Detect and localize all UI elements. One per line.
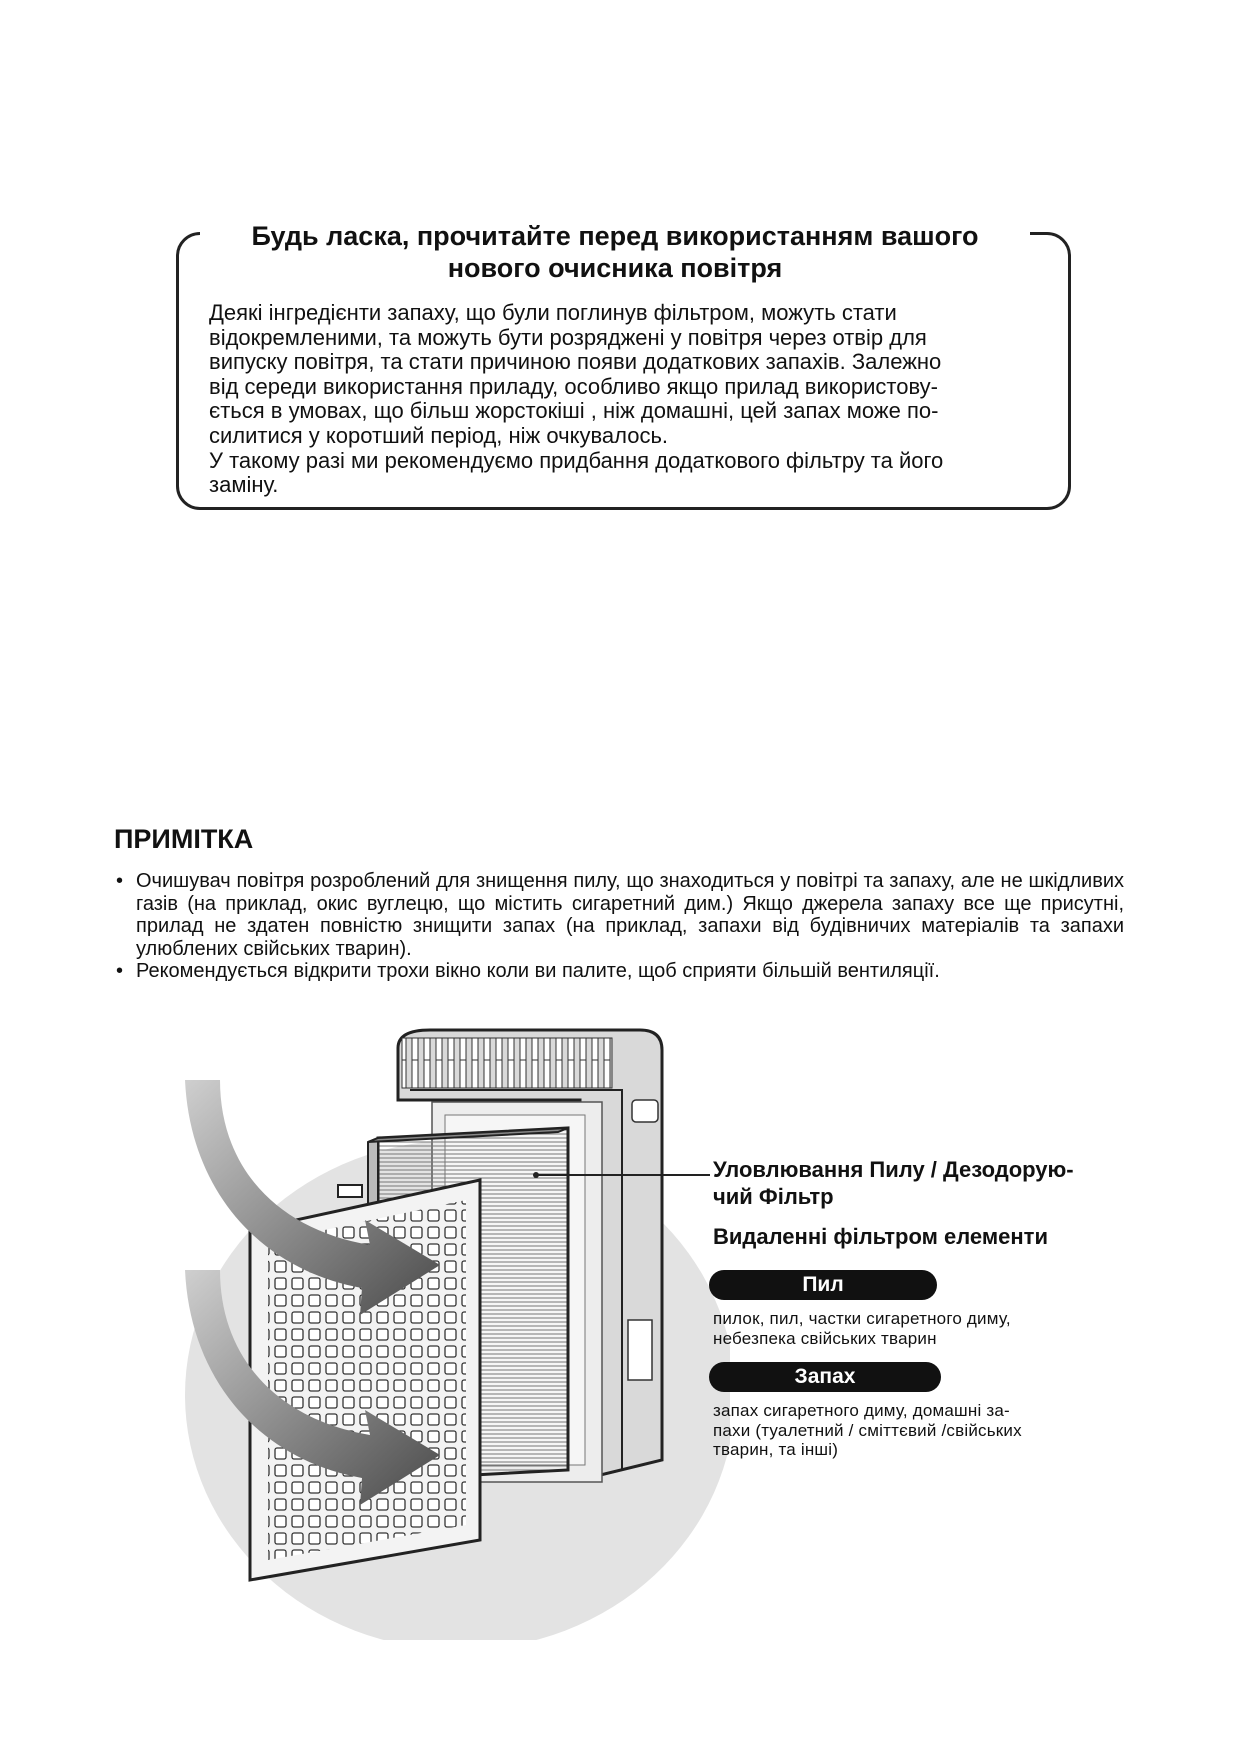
odor-description-line-3: тварин, та інші) bbox=[713, 1440, 839, 1459]
odor-description bbox=[713, 1401, 1113, 1460]
note-item bbox=[114, 870, 1124, 960]
notice-line: від середи використання приладу, особливо якщо прилад використову- bbox=[209, 373, 938, 399]
air-purifier-illustration bbox=[170, 1020, 730, 1640]
filter-label bbox=[713, 1156, 1133, 1210]
notice-title-line-1: Будь ласка, прочитайте перед використанням вашого bbox=[251, 221, 979, 251]
notice-line: Деякі інгредієнти запаху, що були поглинув фільтром, можуть стати bbox=[209, 300, 897, 325]
notice-line: випуску повітря, та стати причиною появи додаткових запахів. Залежно bbox=[209, 349, 942, 375]
notice-title-line-2: нового очисника повітря bbox=[447, 253, 783, 283]
dust-badge: Пил bbox=[709, 1270, 937, 1300]
note-item-text: Рекомендується відкрити трохи вікно коли ви палите, щоб сприяти більшій вентиляції. bbox=[136, 960, 940, 983]
dust-description-line-1: пилок, пил, частки сигаретного диму, bbox=[713, 1309, 1011, 1328]
dust-description-line-2: небезпека свійських тварин bbox=[713, 1328, 937, 1348]
odor-description-line-2: пахи (туалетний / сміттєвий /свійських bbox=[713, 1420, 1022, 1440]
dust-description bbox=[713, 1309, 1113, 1348]
notice-body bbox=[209, 301, 1043, 498]
notice-line: силитися у коротший період, ніж очкувалось. bbox=[209, 422, 669, 448]
filter-label-line-1: Уловлювання Пилу / Дезодорую- bbox=[713, 1157, 1074, 1182]
leader-dot bbox=[533, 1172, 539, 1178]
removed-elements-label: Видаленні фільтром елементи bbox=[713, 1224, 1048, 1249]
odor-description-line-1: запах сигаретного диму, домашні за- bbox=[713, 1401, 1010, 1420]
notice-line: відокремленими, та можуть бути розряджені у повітря через отвір для bbox=[209, 324, 927, 350]
notice-line: У такому разі ми рекомендуємо придбання додаткового фільтру та його bbox=[209, 447, 944, 473]
notice-line: заміну. bbox=[209, 472, 279, 498]
bullet: • bbox=[116, 960, 124, 983]
odor-badge: Запах bbox=[709, 1362, 941, 1392]
notice-line: ється в умовах, що більш жорстокіші , ніж домашні, цей запах може по- bbox=[209, 398, 939, 424]
note-list bbox=[114, 870, 1124, 983]
notice-title bbox=[200, 220, 1030, 284]
filter-label-line-2: чий Фільтр bbox=[713, 1184, 834, 1209]
note-item bbox=[114, 960, 1124, 983]
bullet: • bbox=[116, 870, 124, 892]
note-heading: ПРИМІТКА bbox=[114, 824, 254, 854]
note-item-text: Очишувач повітря розроблений для знищення пилу, що знаходиться у повітрі та запаху, але не шкідливих газів (на приклад, окис вуглецю, що містить сигаретний дим.) Якщо джерела запаху все ще присутні, прилад не здатен повністю знищити запах (на приклад, запахи від будівничих матеріалів та запахи улюблених свійських тварин). bbox=[136, 870, 1124, 960]
